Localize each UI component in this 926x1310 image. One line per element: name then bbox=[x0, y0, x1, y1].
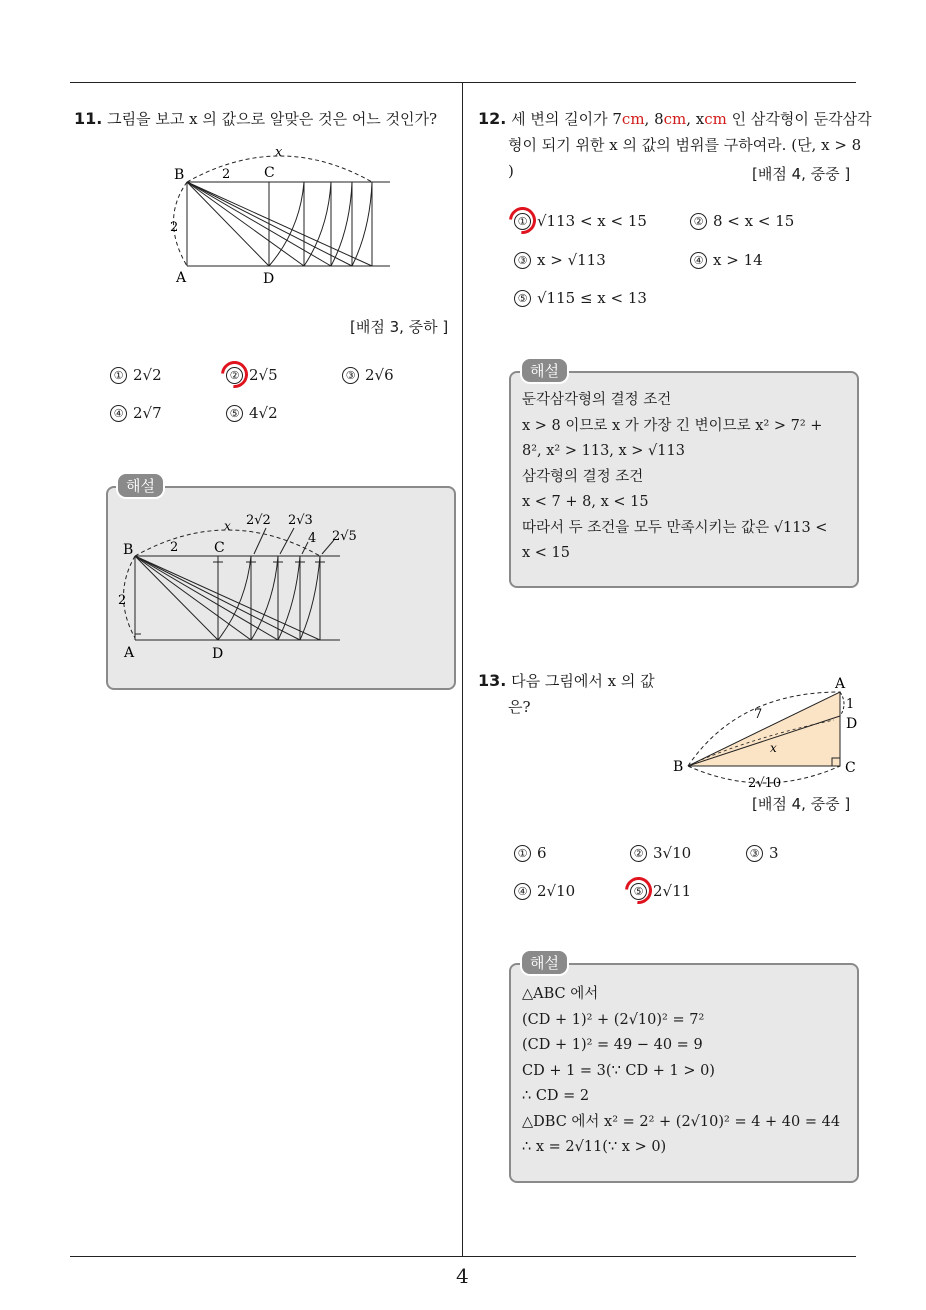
q13-text-line2: 은? bbox=[508, 698, 531, 716]
q13-sol-line-1: △ABC 에서 bbox=[522, 986, 599, 1002]
q13-solution-text bbox=[522, 982, 852, 1161]
q12-sol-line-5: x < 7 + 8, x < 15 bbox=[522, 494, 649, 510]
q12-choice-4-text: x > 14 bbox=[713, 251, 763, 269]
q11-number: 11. bbox=[74, 109, 103, 128]
q12-text-p3: , x bbox=[686, 110, 705, 128]
q13-fig-C: C bbox=[845, 760, 856, 776]
q12-choice-2[interactable] bbox=[690, 212, 794, 230]
q11-sol-4: 4 bbox=[308, 531, 317, 546]
q13-fig-A: A bbox=[835, 676, 846, 692]
q11-text: 그림을 보고 x 의 값으로 알맞은 것은 어느 것인가? bbox=[107, 110, 438, 128]
q11-choice-3-text: 2√6 bbox=[365, 366, 394, 384]
q13-sol-line-4: CD + 1 = 3(∵ CD + 1 > 0) bbox=[522, 1062, 715, 1079]
q11-choice-1[interactable] bbox=[110, 366, 162, 384]
q13-sol-line-6: △DBC 에서 x² = 2² + (2√10)² = 4 + 40 = 44 bbox=[522, 1113, 841, 1130]
q13-choice-2-text: 3√10 bbox=[653, 844, 692, 862]
q13-choice-5-num: ⑤ bbox=[630, 883, 647, 900]
q12-choice-1-text: √113 < x < 15 bbox=[537, 212, 647, 230]
q13-choice-1[interactable] bbox=[514, 844, 547, 862]
q13-choice-3[interactable] bbox=[746, 844, 779, 862]
q11-choice-2-num: ② bbox=[226, 367, 243, 384]
q12-choice-5-num: ⑤ bbox=[514, 290, 531, 307]
q11-choice-1-num: ① bbox=[110, 367, 127, 384]
q13-sol-line-3: (CD + 1)² = 49 − 40 = 9 bbox=[522, 1037, 703, 1053]
q12-sol-line-6: 따라서 두 조건을 모두 만족시키는 값은 √113 < bbox=[522, 519, 828, 536]
q13-choice-3-text: 3 bbox=[769, 844, 779, 862]
q11-sol-r5: 2√5 bbox=[332, 529, 357, 544]
q12-choice-3-num: ③ bbox=[514, 252, 531, 269]
q12-unit-1: cm bbox=[621, 110, 645, 128]
q13-sol-line-2: (CD + 1)² + (2√10)² = 7² bbox=[522, 1011, 705, 1028]
q11-fig-A: A bbox=[176, 270, 187, 286]
q12-sol-line-2: x > 8 이므로 x 가 가장 긴 변이므로 x² > 7² + bbox=[522, 417, 823, 434]
q13-fig-ab: 7 bbox=[754, 707, 763, 722]
q11-choice-4-text: 2√7 bbox=[133, 404, 162, 422]
q12-score: [배점 4, 중중 ] bbox=[752, 165, 851, 183]
page-number: 4 bbox=[456, 1264, 469, 1288]
q12-choice-3[interactable] bbox=[514, 251, 606, 269]
q12-text-p2: , 8 bbox=[644, 110, 664, 128]
q11-choice-5-num: ⑤ bbox=[226, 405, 243, 422]
q12-number: 12. bbox=[478, 109, 507, 128]
q13-fig-D: D bbox=[846, 716, 858, 732]
q12-sol-line-1: 둔각삼각형의 결정 조건 bbox=[522, 392, 672, 408]
q12-choice-4-num: ④ bbox=[690, 252, 707, 269]
q11-sol-r2: 2√2 bbox=[246, 513, 271, 528]
q12-sol-line-3: 8², x² > 113, x > √113 bbox=[522, 443, 685, 459]
q11-choice-3[interactable] bbox=[342, 366, 394, 384]
q11-choice-5[interactable] bbox=[226, 404, 278, 422]
q11-sol-ab: 2 bbox=[118, 593, 127, 608]
q12-text-p1: 세 변의 길이가 7 bbox=[511, 110, 622, 128]
q11-sol-C: C bbox=[214, 540, 225, 556]
q11-sol-bc: 2 bbox=[170, 540, 179, 555]
bottom-rule bbox=[70, 1256, 856, 1257]
column-divider bbox=[462, 82, 463, 1257]
q12-text-line2: 형이 되기 위한 x 의 값의 범위를 구하여라. (단, x > 8 bbox=[508, 136, 862, 154]
q11-fig-ab: 2 bbox=[170, 220, 179, 235]
q12-text-line3: ) bbox=[508, 162, 514, 180]
q11-choice-1-text: 2√2 bbox=[133, 366, 162, 384]
q13-sol-line-7: ∴ x = 2√11(∵ x > 0) bbox=[522, 1139, 667, 1155]
q11-choice-4[interactable] bbox=[110, 404, 162, 422]
q12-choice-1-num: ① bbox=[514, 213, 531, 230]
q12-sol-line-4: 삼각형의 결정 조건 bbox=[522, 468, 644, 485]
q11-fig-D: D bbox=[263, 271, 275, 287]
q11-choice-3-num: ③ bbox=[342, 367, 359, 384]
q12-solution-tag: 해설 bbox=[522, 359, 567, 382]
q11-sol-D: D bbox=[212, 646, 224, 662]
q12-choice-2-num: ② bbox=[690, 213, 707, 230]
q11-sol-B: B bbox=[123, 542, 134, 558]
q11-answer-mark bbox=[215, 355, 253, 393]
q11-sol-x: x bbox=[224, 519, 231, 533]
q13-choice-3-num: ③ bbox=[746, 845, 763, 862]
q13-choice-5-text: 2√11 bbox=[653, 882, 692, 900]
q12-choice-5-text: √115 ≤ x < 13 bbox=[537, 289, 647, 307]
q11-fig-bc: 2 bbox=[222, 167, 231, 182]
q12-unit-2: cm bbox=[663, 110, 687, 128]
q11-score: [배점 3, 중하 ] bbox=[350, 318, 449, 336]
q13-number: 13. bbox=[478, 671, 507, 690]
q13-figure bbox=[668, 674, 868, 792]
q11-fig-C: C bbox=[264, 165, 275, 181]
q13-question bbox=[478, 668, 655, 720]
q11-solution-figure bbox=[118, 504, 378, 664]
q12-choice-4[interactable] bbox=[690, 251, 763, 269]
q13-fig-ad: 1 bbox=[846, 697, 855, 712]
q13-text-line1: 다음 그림에서 x 의 값 bbox=[511, 672, 655, 690]
q12-solution-text bbox=[522, 388, 848, 567]
top-rule bbox=[70, 82, 856, 83]
q11-question bbox=[74, 106, 437, 132]
q12-choice-2-text: 8 < x < 15 bbox=[713, 212, 795, 230]
q11-sol-r3: 2√3 bbox=[288, 513, 313, 528]
q11-fig-x: x bbox=[275, 145, 283, 160]
q12-answer-mark bbox=[503, 201, 541, 239]
q12-choice-3-text: x > √113 bbox=[537, 251, 606, 269]
q13-choice-1-text: 6 bbox=[537, 844, 547, 862]
q12-text-p4: 인 삼각형이 둔각삼각 bbox=[726, 110, 872, 128]
q11-choice-4-num: ④ bbox=[110, 405, 127, 422]
q11-figure bbox=[160, 140, 400, 290]
q13-sol-line-5: ∴ CD = 2 bbox=[522, 1088, 590, 1104]
q12-sol-line-7: x < 15 bbox=[522, 545, 570, 561]
q13-choice-2-num: ② bbox=[630, 845, 647, 862]
q11-solution-tag: 해설 bbox=[118, 474, 163, 497]
q13-fig-bc: 2√10 bbox=[748, 776, 782, 791]
q11-sol-A: A bbox=[124, 645, 135, 661]
q13-fig-x: x bbox=[770, 741, 777, 755]
q13-choice-1-num: ① bbox=[514, 845, 531, 862]
q13-choice-2[interactable] bbox=[630, 844, 691, 862]
q13-choice-4[interactable] bbox=[514, 882, 575, 900]
q11-choice-5-text: 4√2 bbox=[249, 404, 278, 422]
q11-choice-2-text: 2√5 bbox=[249, 366, 278, 384]
q13-answer-mark bbox=[619, 871, 657, 909]
q13-fig-B: B bbox=[673, 759, 684, 775]
q11-fig-B: B bbox=[174, 167, 185, 183]
q13-solution-tag: 해설 bbox=[522, 951, 567, 974]
q13-choice-4-text: 2√10 bbox=[537, 882, 576, 900]
q13-choice-4-num: ④ bbox=[514, 883, 531, 900]
q13-score: [배점 4, 중중 ] bbox=[752, 795, 851, 813]
q12-choice-5[interactable] bbox=[514, 289, 647, 307]
q12-unit-3: cm bbox=[704, 110, 727, 128]
